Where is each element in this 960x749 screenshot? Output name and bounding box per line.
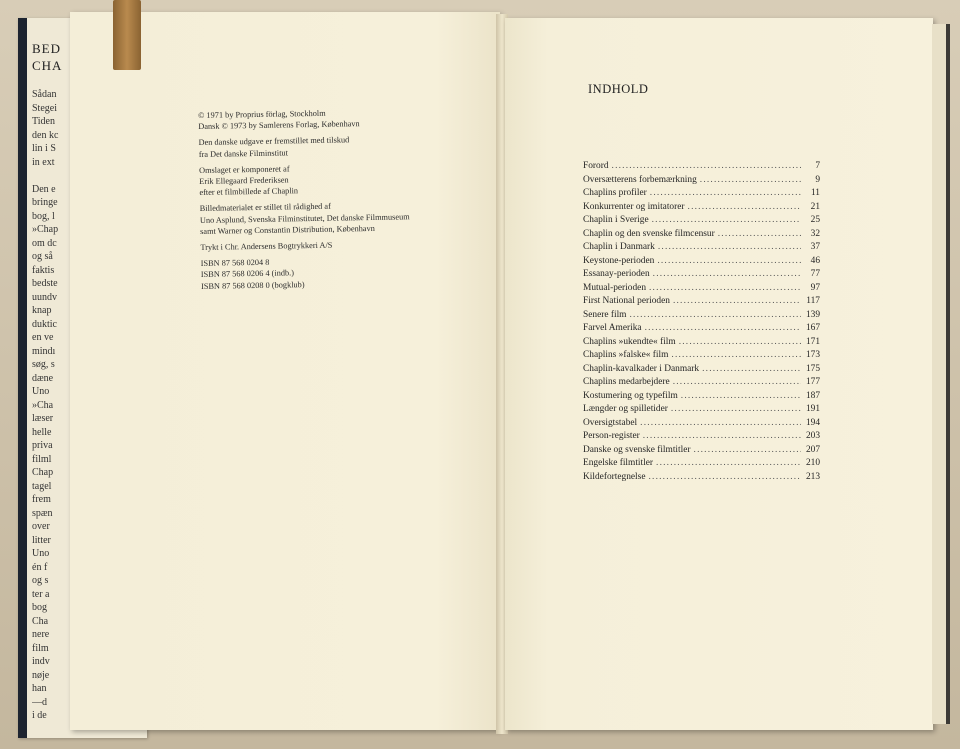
isbn-line: ISBN 87 568 0206 4 (indb.) — [200, 268, 295, 280]
toc-entry-title: Chaplins »ukendte« film — [583, 336, 676, 347]
toc-entry-title: Konkurrenter og imitatorer — [583, 201, 685, 212]
toc-entry-page: 171 — [805, 336, 820, 347]
toc-entry-title: Chaplin-kavalkader i Danmark — [583, 363, 700, 374]
toc-entry-page: 167 — [805, 323, 820, 333]
flap-title-line: BED — [32, 41, 61, 56]
toc-entry-page: 9 — [815, 174, 820, 185]
toc-entry — [583, 418, 820, 432]
toc-entry — [583, 161, 820, 175]
toc-entry-page: 46 — [810, 255, 820, 266]
flap-title — [32, 40, 62, 74]
toc-leader-dots — [671, 404, 801, 414]
toc-heading: INDHOLD — [588, 82, 649, 96]
flap-body-text: Sådan Stegei Tiden den kc lin i S in ext Den e bringe bog, l »Chap om dc og så faktis bedste uundv knap duktic en ve mindı søg, s dæne Uno »Cha læser helle priva filml Chap tagel frem spæn over litter Uno én f og s ter a bog Cha nere film indv nøje han —d i de — [32, 89, 59, 721]
toc-entry-page: 21 — [810, 201, 820, 212]
toc-entry — [583, 269, 820, 283]
toc-entry — [583, 472, 820, 486]
toc-entry-page: 173 — [805, 350, 820, 360]
isbn-line: ISBN 87 568 0208 0 (bogklub) — [200, 279, 305, 291]
toc-leader-dots — [658, 242, 801, 252]
colophon-line: Billedmaterialet er stillet til rådighed af — [199, 202, 331, 214]
toc-entry-page: 77 — [810, 269, 820, 279]
toc-entry-page: 139 — [805, 309, 820, 320]
toc-entry-page: 117 — [806, 296, 820, 306]
toc-entry-title: Danske og svenske filmtitler — [583, 444, 691, 455]
toc-entry-title: Person-register — [583, 431, 640, 441]
toc-entry-title: Kildefortegnelse — [583, 471, 646, 482]
colophon-line: efter et filmbillede af Chaplin — [199, 186, 299, 198]
toc-entry — [583, 350, 820, 364]
toc-entry-title: Længder og spilletider — [583, 404, 668, 414]
toc-entry-title: Chaplin og den svenske filmcensur — [583, 228, 715, 239]
colophon-line: Erik Ellegaard Frederiksen — [199, 175, 289, 187]
toc-entry-page: 210 — [805, 458, 820, 468]
toc-entry-page: 25 — [810, 215, 820, 225]
toc-entry-title: Kostumering og typefilm — [583, 390, 678, 401]
toc-entry-page: 194 — [805, 417, 820, 428]
flap-title-line: CHA — [32, 58, 63, 73]
toc-leader-dots — [681, 391, 801, 401]
toc-leader-dots — [640, 418, 801, 428]
toc-entry-page: 37 — [810, 242, 820, 252]
toc-entry-page: 191 — [805, 404, 820, 414]
colophon-block — [200, 198, 501, 237]
toc-entry — [583, 445, 820, 459]
table-of-contents — [583, 161, 820, 485]
toc-leader-dots — [657, 256, 801, 266]
toc-entry-page: 32 — [810, 228, 820, 239]
toc-entry-page: 97 — [810, 282, 820, 293]
colophon-block — [198, 105, 498, 133]
toc-entry — [583, 337, 820, 351]
toc-entry-title: Senere film — [583, 309, 627, 320]
toc-entry — [583, 458, 820, 472]
toc-entry-page: 7 — [815, 161, 820, 171]
toc-leader-dots — [656, 458, 801, 468]
toc-entry — [583, 215, 820, 229]
toc-entry — [583, 310, 820, 324]
toc-entry — [583, 431, 820, 445]
toc-entry-title: Chaplins profiler — [583, 188, 647, 198]
toc-entry — [583, 256, 820, 270]
toc-entry-title: Farvel Amerika — [583, 323, 642, 333]
toc-leader-dots — [653, 269, 801, 279]
toc-entry — [583, 404, 820, 418]
toc-leader-dots — [645, 323, 801, 333]
toc-entry-page: 207 — [805, 444, 820, 455]
toc-entry-title: Mutual-perioden — [583, 282, 647, 293]
toc-entry-page: 203 — [805, 431, 820, 441]
colophon-line: Dansk © 1973 by Samlerens Forlag, København — [198, 119, 360, 132]
toc-entry — [583, 323, 820, 337]
toc-entry-page: 213 — [805, 471, 820, 482]
toc-leader-dots — [650, 188, 801, 198]
toc-entry-page: 175 — [805, 363, 820, 374]
colophon-line: samt Warner og Constantin Distribution, København — [200, 223, 375, 236]
toc-entry-page: 187 — [805, 390, 820, 401]
toc-entry — [583, 391, 820, 405]
toc-leader-dots — [673, 296, 801, 306]
toc-entry-page: 177 — [805, 377, 820, 387]
colophon-line: © 1971 by Proprius förlag, Stockholm — [198, 108, 326, 120]
toc-leader-dots — [700, 175, 801, 185]
toc-entry — [583, 229, 820, 243]
toc-leader-dots — [718, 229, 801, 239]
isbn-line: ISBN 87 568 0204 8 — [200, 258, 270, 269]
toc-entry-title: Oversætterens forbemærkning — [583, 174, 697, 185]
toc-leader-dots — [648, 472, 801, 482]
toc-leader-dots — [652, 215, 801, 225]
colophon — [198, 105, 501, 297]
colophon-block — [201, 253, 502, 292]
toc-leader-dots — [673, 377, 801, 387]
toc-leader-dots — [649, 283, 801, 293]
toc-leader-dots — [688, 202, 801, 212]
toc-leader-dots — [612, 161, 801, 171]
toc-entry — [583, 364, 820, 378]
toc-entry — [583, 242, 820, 256]
toc-entry — [583, 175, 820, 189]
toc-entry-title: First National perioden — [583, 296, 670, 306]
toc-entry-title: Chaplin i Danmark — [583, 242, 655, 252]
toc-entry-title: Chaplin i Sverige — [583, 215, 649, 225]
toc-entry-title: Chaplins »falske« film — [583, 350, 669, 360]
toc-entry-title: Keystone-perioden — [583, 255, 655, 266]
toc-leader-dots — [671, 350, 801, 360]
toc-entry-title: Engelske filmtitler — [583, 458, 654, 468]
toc-leader-dots — [629, 310, 801, 320]
toc-entry — [583, 283, 820, 297]
colophon-line: Omslaget er komponeret af — [198, 164, 290, 175]
colophon-block — [200, 237, 500, 253]
toc-entry — [583, 188, 820, 202]
toc-leader-dots — [702, 364, 801, 374]
clothespin-clip — [113, 0, 141, 70]
toc-leader-dots — [694, 445, 801, 455]
toc-entry-page: 11 — [810, 188, 820, 198]
toc-entry — [583, 377, 820, 391]
colophon-block — [198, 132, 498, 160]
toc-entry-title: Forord — [583, 161, 609, 171]
colophon-line: Trykt i Chr. Andersens Bogtrykkeri A/S — [200, 240, 333, 253]
toc-entry-title: Chaplins medarbejdere — [583, 377, 670, 387]
toc-entry-title: Oversigtstabel — [583, 417, 638, 428]
colophon-line: Den danske udgave er fremstillet med tilskud — [198, 135, 350, 148]
colophon-block — [199, 160, 500, 199]
toc-leader-dots — [679, 337, 801, 347]
toc-leader-dots — [643, 431, 801, 441]
colophon-line: fra Det danske Filminstitut — [198, 148, 289, 159]
toc-entry — [583, 202, 820, 216]
colophon-line: Uno Asplund, Svenska Filminstitutet, Det danske Filmmuseum — [199, 211, 410, 225]
toc-entry-title: Essanay-perioden — [583, 269, 650, 279]
toc-entry — [583, 296, 820, 310]
dust-jacket-edge — [932, 24, 950, 724]
